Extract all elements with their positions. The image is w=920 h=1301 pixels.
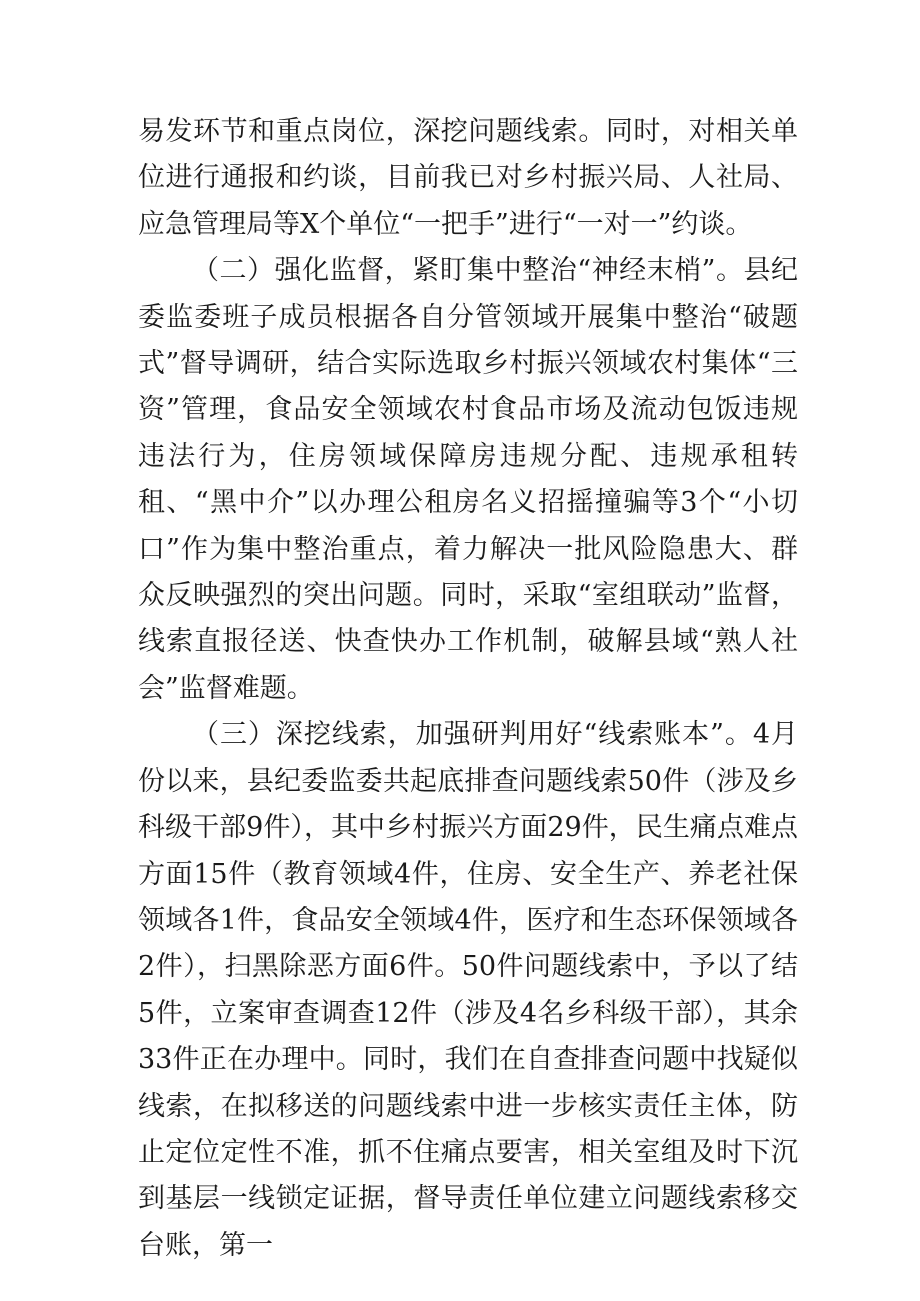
document-body (138, 109, 798, 1269)
paragraph-section-three: （三）深挖线索，加强研判用好“线索账本”。4月份以来，县纪委监委共起底排查问题线索50件（涉及乡科级干部9件），其中乡村振兴方面29件，民生痛点难点方面15件（教育领域4件，住房、安全生产、养老社保领域各1件，食品安全领域4件，医疗和生态环保领域各2件），扫黑除恶方面6件。50件问题线索中，予以了结5件，立案审查调查12件（涉及4名乡科级干部），其余33件正在办理中。同时，我们在自查排查问题中找疑似线索，在拟移送的问题线索中进一步核实责任主体，防止定位定性不准，抓不住痛点要害，相关室组及时下沉到基层一线锁定证据，督导责任单位建立问题线索移交台账，第一 (138, 719, 798, 1261)
paragraph-continuation: 易发环节和重点岗位，深挖问题线索。同时，对相关单位进行通报和约谈，目前我已对乡村振兴局、人社局、应急管理局等X个单位“一把手”进行“一对一”约谈。 (138, 116, 798, 240)
paragraph-section-two: （二）强化监督，紧盯集中整治“神经末梢”。县纪委监委班子成员根据各自分管领域开展集中整治“破题式”督导调研，结合实际选取乡村振兴领域农村集体“三资”管理，食品安全领域农村食品市场及流动包饭违规违法行为，住房领域保障房违规分配、违规承租转租、“黑中介”以办理公租房名义招摇撞骗等3个“小切口”作为集中整治重点，着力解决一批风险隐患大、群众反映强烈的突出问题。同时，采取“室组联动”监督，线索直报径送、快查快办工作机制，破解县域“熟人社会”监督难题。 (138, 255, 798, 704)
